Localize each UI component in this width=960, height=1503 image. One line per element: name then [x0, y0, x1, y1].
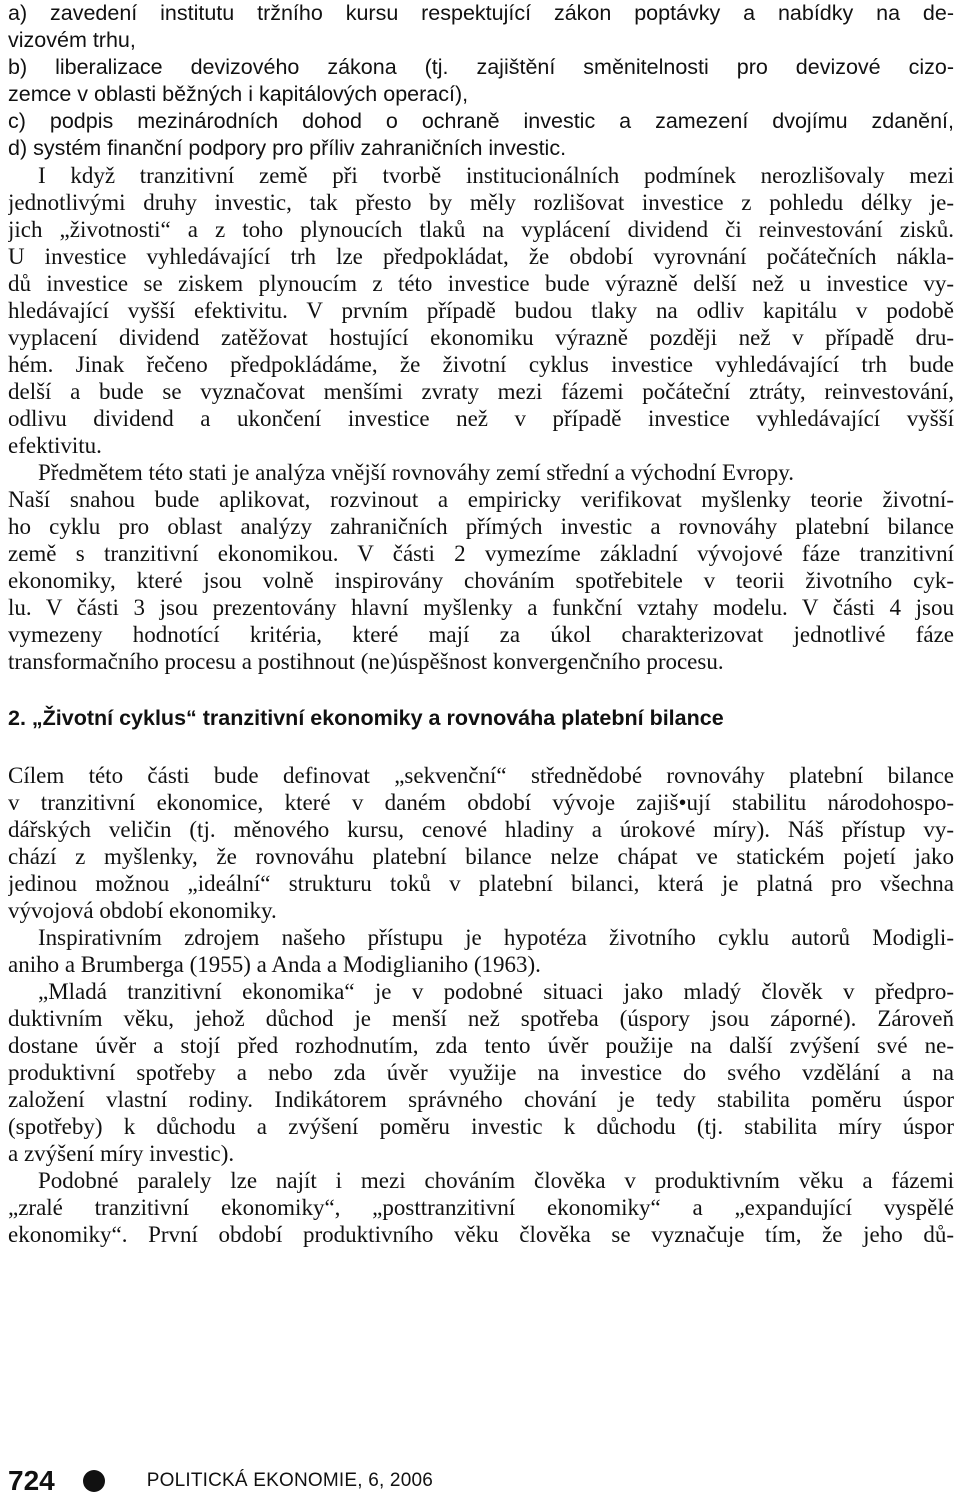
text-line: aniho a Brumberga (1955) a Anda a Modiglianiho (1963).	[8, 952, 541, 977]
text-line: Předmětem této stati je analýza vnější rovnováhy zemí střední a východní Evropy.	[38, 460, 795, 485]
text-line: dářských veličin (tj. měnového kursu, cenové hladiny a úrokové míry). Náš přístup vy-	[8, 817, 954, 842]
text-line: dů investice se ziskem plynoucím z této investice bude výrazně delší než u investice vy-	[8, 271, 954, 296]
section-heading: 2. „Životní cyklus“ tranzitivní ekonomiky a rovnováha platební bilance	[8, 706, 724, 730]
body-text-top	[8, 0, 954, 675]
text-line: d) systém finanční podpory pro příliv zahraničních investic.	[8, 136, 567, 160]
text-line: jednotlivými druhy investic, tak přesto by měly rozlišovat investice z pohledu délky je-	[8, 190, 954, 215]
text-line: ho cyklu pro oblast analýzy zahraničních přímých investic a rovnováhy platební bilance	[8, 514, 954, 539]
text-line: země s tranzitivní ekonomikou. V části 2 vymezíme základní vývojové fáze tranzitivní	[8, 541, 954, 566]
text-line: zemce v oblasti běžných i kapitálových operací),	[8, 82, 469, 106]
text-line: Podobné paralely lze najít i mezi chováním člověka v produktivním věku a fázemi	[38, 1168, 954, 1193]
text-line: vizovém trhu,	[8, 28, 136, 52]
text-line: delší a bude se vyznačovat menšími zvraty mezi fázemi počáteční ztráty, reinvestování,	[8, 379, 954, 404]
text-line: (spotřeby) k důchodu a zvýšení poměru investic k důchodu (tj. stabilita míry úspor	[8, 1114, 954, 1139]
text-line: produktivní spotřeby a nebo zda úvěr využije na investice do svého vzdělání a na	[8, 1060, 954, 1085]
text-line: vývojová období ekonomiky.	[8, 898, 277, 923]
text-line: transformačního procesu a postihnout (ne)úspěšnost konvergenčního procesu.	[8, 649, 724, 674]
text-line: I když tranzitivní země při tvorbě institucionálních podmínek nerozlišovaly mezi	[38, 163, 954, 188]
text-line: chází z myšlenky, že rovnováhu platební bilance nelze chápat ve statickém pojetí jako	[8, 844, 954, 869]
text-line: odlivu dividend a ukončení investice než v případě investice vyhledávající vyšší	[8, 406, 954, 431]
text-line: a) zavedení institutu tržního kursu respektující zákon poptávky a nabídky na de-	[8, 1, 954, 25]
text-line: b) liberalizace devizového zákona (tj. zajištění směnitelnosti pro devizové cizo-	[8, 55, 954, 79]
text-line: Cílem této části bude definovat „sekvenční“ střednědobé rovnováhy platební bilance	[8, 763, 954, 788]
text-line: vyplacení dividend zatěžovat hostující ekonomiku výrazně později než v případě dru-	[8, 325, 954, 350]
text-line: hledávající vyšší efektivitu. V prvním případě budou tlaky na odliv kapitálu v podobě	[8, 298, 954, 323]
journal-citation: POLITICKÁ EKONOMIE, 6, 2006	[146, 1470, 433, 1491]
text-line: v tranzitivní ekonomice, které v daném období vývoje zajiš•ují stabilitu národohospo-	[8, 790, 954, 815]
text-line: ekonomiky“. První období produktivního věku člověka se vyznačuje tím, že jeho dů-	[8, 1222, 954, 1247]
bullet-separator	[83, 1470, 105, 1492]
text-line: jedinou možnou „ideální“ strukturu toků v platební bilanci, která je platná pro všechna	[8, 871, 954, 896]
text-line: hém. Jinak řečeno předpokládáme, že životní cyklus investice vyhledávající trh bude	[8, 352, 954, 377]
text-line: Naší snahou bude aplikovat, rozvinout a empiricky verifikovat myšlenky teorie životní-	[8, 487, 954, 512]
text-line: „zralé tranzitivní ekonomiky“, „posttranzitivní ekonomiky“ a „expandující vyspělé	[8, 1195, 954, 1220]
text-line: „Mladá tranzitivní ekonomika“ je v podobné situaci jako mladý člověk v předpro-	[38, 979, 954, 1004]
text-line: efektivitu.	[8, 433, 102, 458]
body-text-bottom	[8, 762, 954, 1248]
text-line: dostane úvěr a stojí před rozhodnutím, zda tento úvěr použije na další zvýšení své ne-	[8, 1033, 954, 1058]
text-line: založení vlastní rodiny. Indikátorem správného chování je tedy stabilita poměru úspor	[8, 1087, 954, 1112]
document-page	[8, 0, 954, 1248]
page-footer	[8, 1463, 433, 1499]
page-number: 724	[8, 1465, 55, 1496]
text-line: vymezeny hodnotící kritéria, které mají za úkol charakterizovat jednotlivé fáze	[8, 622, 954, 647]
text-line: Inspirativním zdrojem našeho přístupu je hypotéza životního cyklu autorů Modigli-	[38, 925, 954, 950]
text-line: duktivním věku, jehož důchod je menší než spotřeba (úspory jsou záporné). Zároveň	[8, 1006, 954, 1031]
text-line: c) podpis mezinárodních dohod o ochraně investic a zamezení dvojímu zdanění,	[8, 109, 954, 133]
text-line: lu. V části 3 jsou prezentovány hlavní myšlenky a funkční vztahy modelu. V části 4 jsou	[8, 595, 954, 620]
text-line: U investice vyhledávající trh lze předpokládat, že období vyrovnání počátečních nákla-	[8, 244, 954, 269]
text-line: a zvýšení míry investic).	[8, 1141, 235, 1166]
text-line: jich „životnosti“ a z toho plynoucích tlaků na vyplácení dividend či reinvestování zisků.	[8, 217, 954, 242]
text-line: ekonomiky, které jsou volně inspirovány chováním spotřebitele v teorii životního cyk-	[8, 568, 954, 593]
